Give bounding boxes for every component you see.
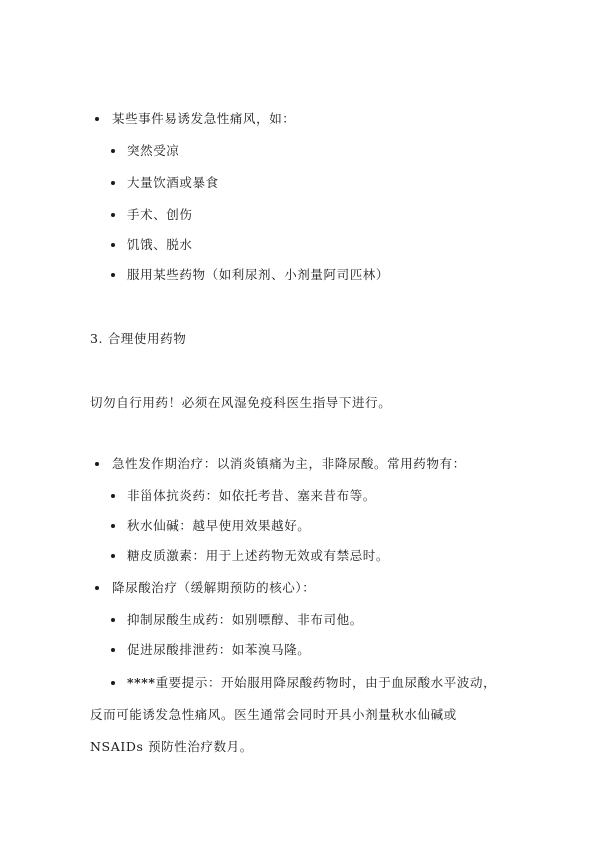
acute-item: 糖皮质激素：用于上述药物无效或有禁忌时。 [127,548,390,563]
bullet [111,494,115,498]
bullet [111,213,115,217]
section-heading: 3. 合理使用药物 [90,331,187,346]
note-marker: **** [127,675,156,690]
bullet [95,462,99,466]
acute-heading: 急性发作期治疗：以消炎镇痛为主，非降尿酸。常用药物有： [112,456,466,471]
note-line-1 [127,675,496,691]
acute-item: 秋水仙碱：越早使用效果越好。 [127,518,311,533]
triggers-heading: 某些事件易诱发急性痛风，如： [112,111,296,126]
trigger-item: 饥饿、脱水 [127,237,193,252]
urate-item: 抑制尿酸生成药：如别嘌醇、非布司他。 [127,612,363,627]
bullet [111,554,115,558]
bullet [111,243,115,247]
bullet [111,618,115,622]
bullet [111,149,115,153]
acute-item: 非甾体抗炎药：如依托考昔、塞来昔布等。 [127,488,376,503]
bullet [111,181,115,185]
note-text: 重要提示：开始服用降尿酸药物时，由于血尿酸水平波动， [155,675,497,690]
bullet [111,273,115,277]
urate-heading: 降尿酸治疗（缓解期预防的核心）： [112,580,316,595]
note-line-2: 反而可能诱发急性痛风。医生通常会同时开具小剂量秋水仙碱或 [90,707,457,722]
trigger-item: 突然受凉 [127,143,180,158]
trigger-item: 服用某些药物（如利尿剂、小剂量阿司匹林） [127,267,390,282]
urate-item: 促进尿酸排泄药：如苯溴马隆。 [127,642,311,657]
bullet [95,586,99,590]
bullet [95,117,99,121]
note-line-3: NSAIDs 预防性治疗数月。 [90,739,253,754]
bullet [111,681,115,685]
bullet [111,648,115,652]
section-intro: 切勿自行用药！必须在风湿免疫科医生指导下进行。 [90,395,392,410]
trigger-item: 大量饮酒或暴食 [127,175,219,190]
bullet [111,524,115,528]
trigger-item: 手术、创伤 [127,207,193,222]
